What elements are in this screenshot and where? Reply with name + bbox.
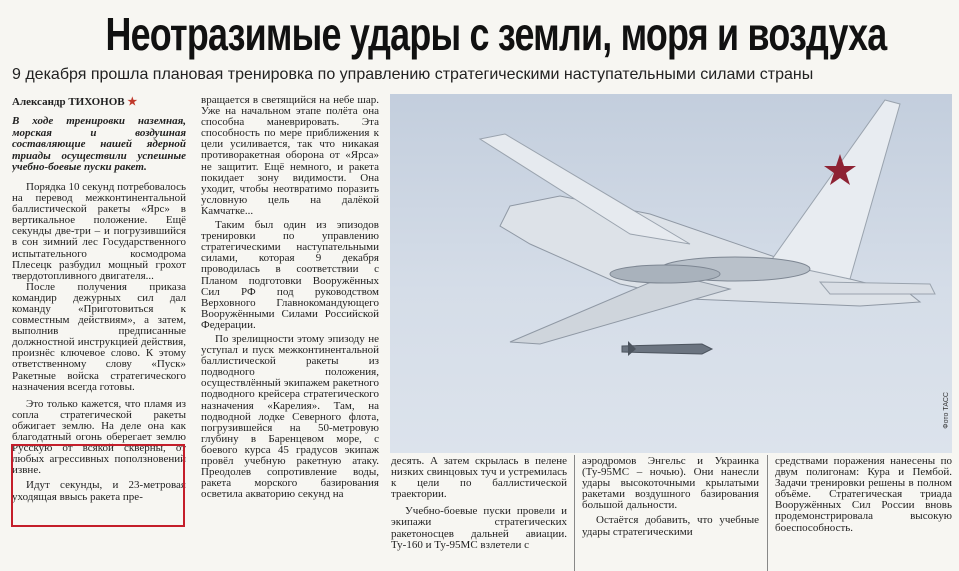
author-name: Александр ТИХОНОВ xyxy=(12,96,125,108)
paragraph: После получения приказа командир дежурных сил дал команду «Приготовиться к совместным действиям», а затем, выполнив предписанные должностной инструкцией действия, произнёс ключевое слово. К этому ответственному слову «Пуск» Ракетные войска стратегического назначения всегда готовы. xyxy=(12,280,186,393)
paragraph: Учебно-боевые пуски провели и экипажи стратегических ракетоносцев дальней авиации. Ту-160 и Ту-95МС взлетели с xyxy=(391,505,567,551)
column-divider xyxy=(767,455,768,571)
paragraph: Порядка 10 секунд потребовалось на перевод межконтинентальной баллистической ракеты «Ярс» в вертикальное положение. Ещё секунды две-три – и погрузившийся в сон зимний лес Государственного испытательного космодрома Плесецк разбудил мощный грохот твердотопливного двигателя... xyxy=(12,180,186,282)
article-column-4 xyxy=(582,456,759,571)
highlight-box xyxy=(11,444,185,527)
article-column-2 xyxy=(201,95,379,571)
paragraph: По зрелищности этому эпизоду не уступал и пуск межконтинентальной баллистической ракеты из подводного положения, осуществлённый экипажем ракетного подводного крейсера стратегического назначения «Карелия». Там, на подводной лодке Северного флота, погрузившейся на 50-метровую глубину в Баренцевом море, с боевого курса 45 градусов экипаж провёл учебную ракетную атаку. Преодолев сопротивление воды, ракета морского базирования осветила акваторию секунд на xyxy=(201,332,379,501)
paragraph: средствами поражения нанесены по двум полигонам: Кура и Пембой. Задачи тренировки решены в полном объёме. Стратегическая триада Вооружённых Сил России вновь продемонстрировала высокую боеспособность. xyxy=(775,456,952,534)
paragraph: вращается в светящийся на небе шар. Уже на начальном этапе полёта она способна маневрировать. Эта способность по мере приближения к цели усиливается, так что никакая противоракетная оборона от «Ярса» не защитит. Ещё немного, и ракета покидает зону видимости. Она уходит, чтобы неотвратимо поразить условную цель на далёкой Камчатке... xyxy=(201,95,379,217)
article-column-5 xyxy=(775,456,952,571)
engine-nacelle xyxy=(610,265,720,283)
paragraph: Остаётся добавить, что учебные удары стратегическими xyxy=(582,514,759,538)
headline: Неотразимые удары с земли, моря и воздуха xyxy=(105,8,887,60)
bomber-photo xyxy=(390,94,952,453)
stabilizer xyxy=(820,282,935,294)
paragraph: Таким был один из эпизодов тренировки по управлению стратегическими наступательными силами, которая 9 декабря проводилась в соответствии с Планом подготовки Вооружённых Сил РФ под руководством Верховного Главнокомандующего Вооружёнными Силами Российской Федерации. xyxy=(201,219,379,331)
author-byline xyxy=(12,95,137,108)
aircraft-illustration xyxy=(390,94,952,453)
photo-credit: Фото ТАСС xyxy=(943,392,950,429)
star-icon: ★ xyxy=(127,96,138,108)
tail-fin xyxy=(770,100,900,279)
column-divider xyxy=(574,455,575,571)
highlighted-paragraph: Это только кажется, что пламя из сопла стратегической ракеты обжигает землю. На деле она как благодатный огонь оберегает землю Русскую от всякой скверны, от любых агрессивных поползновений извне. xyxy=(12,397,186,477)
lead-paragraph: В ходе тренировки наземная, морская и воздушная составляющие нашей ядерной триады осуществили успешные учебно-боевые пуски ракет. xyxy=(12,116,186,174)
paragraph: Идут секунды, и 23-метровая уходящая ввысь ракета пре- xyxy=(12,479,186,503)
paragraph: десять. А затем скрылась в пелене низких свинцовых туч и устремилась к цели по баллистической траектории. xyxy=(391,456,567,501)
subheadline: 9 декабря прошла плановая тренировка по управлению стратегическими наступательными силами страны xyxy=(12,66,814,83)
paragraph: аэродромов Энгельс и Украинка (Ту-95МС – ночью). Они нанесли удары высокоточными крылатыми ракетами воздушного базирования большой дальности. xyxy=(582,456,759,512)
missile-fin xyxy=(628,341,636,356)
article-column-3 xyxy=(391,456,567,571)
